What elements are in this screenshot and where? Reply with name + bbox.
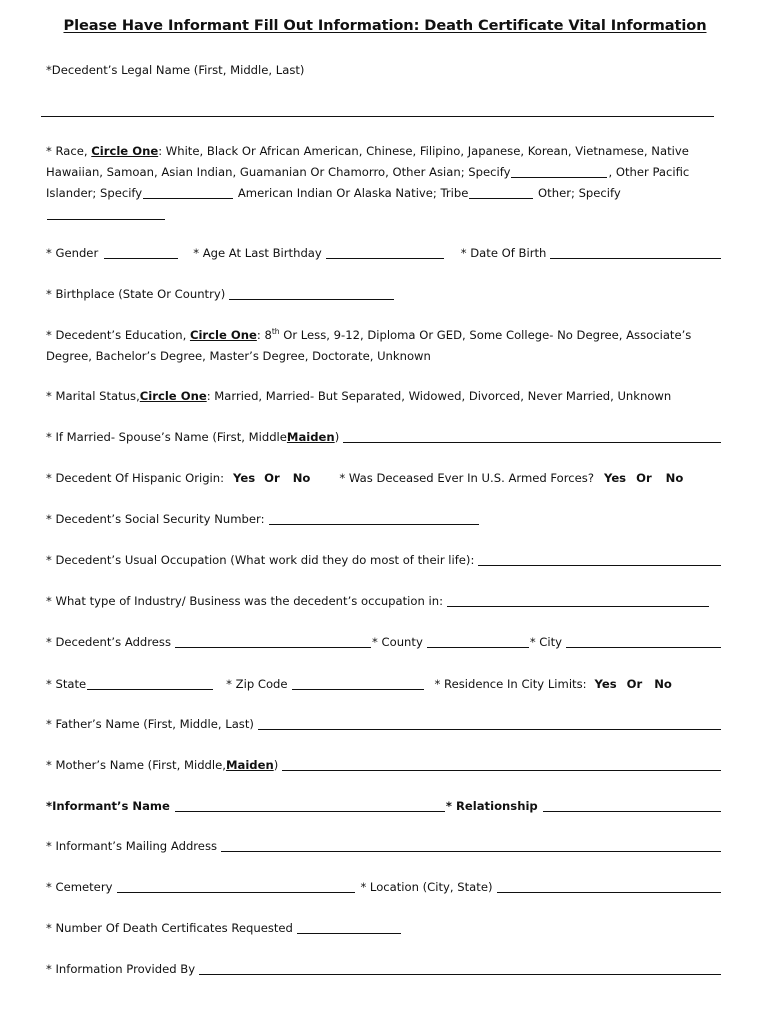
birthplace-field[interactable] [229, 286, 394, 300]
dob-field[interactable] [550, 245, 721, 259]
marital-options: : Married, Married- But Separated, Widowed, Divorced, Never Married, Unknown [206, 389, 672, 403]
decedent-name-row [46, 60, 722, 81]
occupation-field[interactable] [478, 552, 721, 566]
spouse-maiden: Maiden [286, 430, 335, 444]
hispanic-row [46, 468, 724, 489]
hispanic-or: Or [264, 471, 280, 485]
father-row [46, 714, 722, 735]
gender-field[interactable] [104, 245, 178, 259]
mother-maiden: Maiden [225, 758, 274, 772]
relationship-label: * Relationship [445, 799, 538, 813]
race-pacific-islander-field[interactable] [143, 185, 233, 199]
copies-field[interactable] [297, 920, 401, 934]
marital-label: * Marital Status, [46, 389, 140, 403]
cemetery-row [46, 877, 722, 898]
marital-row [46, 386, 722, 407]
residence-label: * Residence In City Limits: [434, 677, 587, 691]
education-label: * Decedent’s Education, [46, 328, 190, 342]
race-row [46, 141, 720, 225]
ssn-label: * Decedent’s Social Security Number: [46, 512, 265, 526]
gender-label: * Gender [46, 246, 99, 260]
address-row [46, 632, 722, 653]
gender-row [46, 243, 722, 264]
city-label: * City [529, 635, 563, 649]
age-field[interactable] [326, 245, 444, 259]
ssn-field[interactable] [269, 511, 479, 525]
age-label: * Age At Last Birthday [193, 246, 322, 260]
mother-label: * Mother’s Name (First, Middle, [46, 758, 226, 772]
dob-label: * Date Of Birth [460, 246, 547, 260]
ssn-row [46, 509, 722, 530]
residence-or: Or [626, 677, 643, 691]
race-options-3: American Indian Or Alaska Native; Tribe [234, 186, 469, 200]
mailing-field[interactable] [221, 838, 721, 852]
spouse-row [46, 427, 722, 448]
education-options: Or Less, 9-12, Diploma Or GED, Some College- No Degree, Associate’s Degree, Bachelor’s Degree, Master’s Degree, Doctorate, Unknown [46, 328, 692, 363]
informant-row [46, 796, 722, 817]
cemetery-label: * Cemetery [46, 880, 113, 894]
education-8: : 8 [256, 328, 272, 342]
state-label: * State [46, 677, 87, 691]
armed-forces-yes[interactable]: Yes [603, 471, 627, 485]
location-label: * Location (City, State) [360, 880, 493, 894]
mailing-row [46, 836, 722, 857]
informant-label: *Informant’s Name [46, 799, 170, 813]
state-row [46, 674, 722, 695]
relationship-field[interactable] [543, 798, 721, 812]
industry-field[interactable] [447, 593, 709, 607]
spouse-field[interactable] [343, 429, 721, 443]
informant-field[interactable] [175, 798, 445, 812]
occupation-label: * Decedent’s Usual Occupation (What work did they do most of their life): [46, 553, 475, 567]
race-label: * Race, [46, 144, 92, 158]
father-field[interactable] [258, 716, 721, 730]
page-title: Please Have Informant Fill Out Information: Death Certificate Vital Information [63, 17, 707, 34]
race-circle-one: Circle One [91, 144, 159, 158]
copies-label: * Number Of Death Certificates Requested [46, 921, 293, 935]
hispanic-no[interactable]: No [292, 471, 311, 485]
race-tribe-field[interactable] [469, 185, 533, 199]
occupation-row [46, 550, 722, 571]
provided-field[interactable] [199, 961, 721, 975]
education-circle-one: Circle One [189, 328, 257, 342]
location-field[interactable] [497, 879, 722, 893]
race-options: : White, Black Or African American, Chinese, Filipino, Japanese, Korean, Vietnamese, Native Hawaiian, Samoan, Asian Indian, Guamanian Or Chamorro, Other Asian; Specify [46, 144, 689, 179]
mother-row [46, 755, 722, 776]
education-row [46, 325, 720, 367]
state-field[interactable] [87, 676, 213, 690]
residence-no[interactable]: No [654, 677, 672, 691]
father-label: * Father’s Name (First, Middle, Last) [46, 717, 254, 731]
residence-yes[interactable]: Yes [594, 677, 617, 691]
address-field[interactable] [175, 634, 371, 648]
race-other-field[interactable] [47, 206, 165, 220]
race-options-2: , Other Pacific Islander; Specify [46, 165, 690, 200]
mother-close: ) [273, 758, 279, 772]
industry-label: * What type of Industry/ Business was the decedent’s occupation in: [46, 594, 444, 608]
provided-row [46, 959, 722, 980]
hispanic-yes[interactable]: Yes [233, 471, 256, 485]
county-label: * County [372, 635, 423, 649]
decedent-name-field[interactable] [41, 116, 714, 117]
armed-forces-label: * Was Deceased Ever In U.S. Armed Forces? [339, 471, 594, 485]
cemetery-field[interactable] [117, 879, 355, 893]
zip-field[interactable] [292, 676, 424, 690]
marital-circle-one: Circle One [139, 389, 207, 403]
armed-forces-or: Or [636, 471, 652, 485]
spouse-close: ) [334, 430, 340, 444]
county-field[interactable] [427, 634, 529, 648]
birthplace-row [46, 284, 722, 305]
industry-row [46, 591, 710, 612]
armed-forces-no[interactable]: No [665, 471, 684, 485]
mailing-label: * Informant’s Mailing Address [46, 839, 218, 853]
address-label: * Decedent’s Address [46, 635, 172, 649]
city-field[interactable] [566, 634, 721, 648]
race-options-4: Other; Specify [534, 186, 621, 200]
spouse-label: * If Married- Spouse’s Name (First, Middle [46, 430, 287, 444]
mother-field[interactable] [282, 757, 721, 771]
hispanic-label: * Decedent Of Hispanic Origin: [46, 471, 225, 485]
zip-label: * Zip Code [226, 677, 288, 691]
birthplace-label: * Birthplace (State Or Country) [46, 287, 226, 301]
race-other-asian-field[interactable] [511, 164, 607, 178]
provided-label: * Information Provided By [46, 962, 196, 976]
decedent-name-label: *Decedent’s Legal Name (First, Middle, Last) [46, 63, 305, 77]
copies-row [46, 918, 722, 939]
education-th: th [271, 327, 280, 337]
